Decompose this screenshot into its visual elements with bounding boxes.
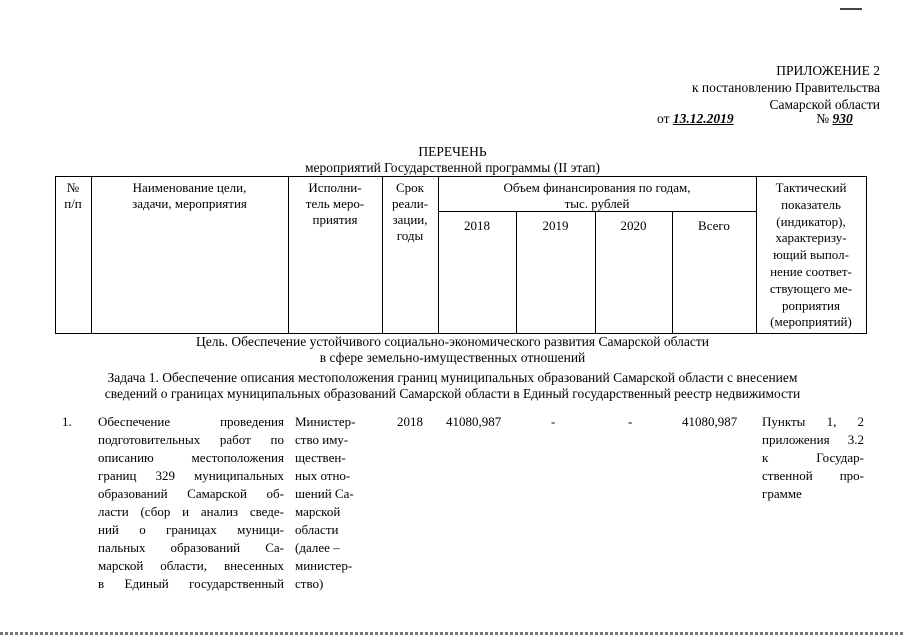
decree-number: 930 [832,111,853,126]
appendix-label: ПРИЛОЖЕНИЕ 2 [776,63,880,78]
row-indicator: Пункты 1, 2 приложения 3.2 к Государ- ственной про- грамме [762,414,864,501]
header-name: Наименование цели, задачи, мероприятия [132,180,247,211]
row-2020: - [628,414,633,429]
header-year-2020: 2020 [620,218,647,233]
number-label: № [816,111,830,126]
row-2019: - [551,414,556,429]
goal-text: Цель. Обеспечение устойчивого социально-экономического развития Самарской области в сфере земельно-имущественных отношений [196,334,709,365]
row-num: 1. [62,414,72,429]
header-total: Всего [698,218,730,233]
doc-subtitle: мероприятий Государственной программы (II этап) [305,160,600,175]
header-term: Срок реали- зации, годы [391,180,429,243]
header-indicator: Тактический показатель (индикатор), характеризу- ющий выпол- нение соответ- ствующего ме- роприятия (мероприятий) [769,180,853,330]
row-name: Обеспечение проведения подготовительных работ по описанию местоположения границ 329 муниципальных образований Самарской об- ласти (сбор и анализ сведе- ний о границах муници- пальных образований Са- марской области, внесенных в Единый государственный [98,414,284,591]
header-funding: Объем финансирования по годам, тыс. рублей [503,180,691,211]
row-2018: 41080,987 [446,414,502,429]
region-line: Самарской области [769,97,880,112]
decree-date-row [657,110,882,128]
decree-date: 13.12.2019 [672,111,734,126]
page-edge [0,632,905,635]
header-year-2019: 2019 [542,218,569,233]
row-executor: Министер- ство иму- ществен- ных отно- шений Са- марской области (далее – министер- ство) [295,414,356,591]
doc-title: ПЕРЕЧЕНЬ [418,144,487,159]
decree-line: к постановлению Правительства [691,80,880,95]
header-num: № п/п [64,180,82,211]
task-text: Задача 1. Обеспечение описания местоположения границ муниципальных образований Самарской области с внесением сведений о границах муниципальных образований Самарской области в Единый государственный реестр недвижимости [104,370,801,401]
scan-mark [840,8,862,10]
header-executor: Исполни- тель меро- приятия [305,180,365,227]
from-label: от [657,111,670,126]
header-year-2018: 2018 [464,218,490,233]
row-total: 41080,987 [682,414,738,429]
row-term: 2018 [397,414,423,429]
